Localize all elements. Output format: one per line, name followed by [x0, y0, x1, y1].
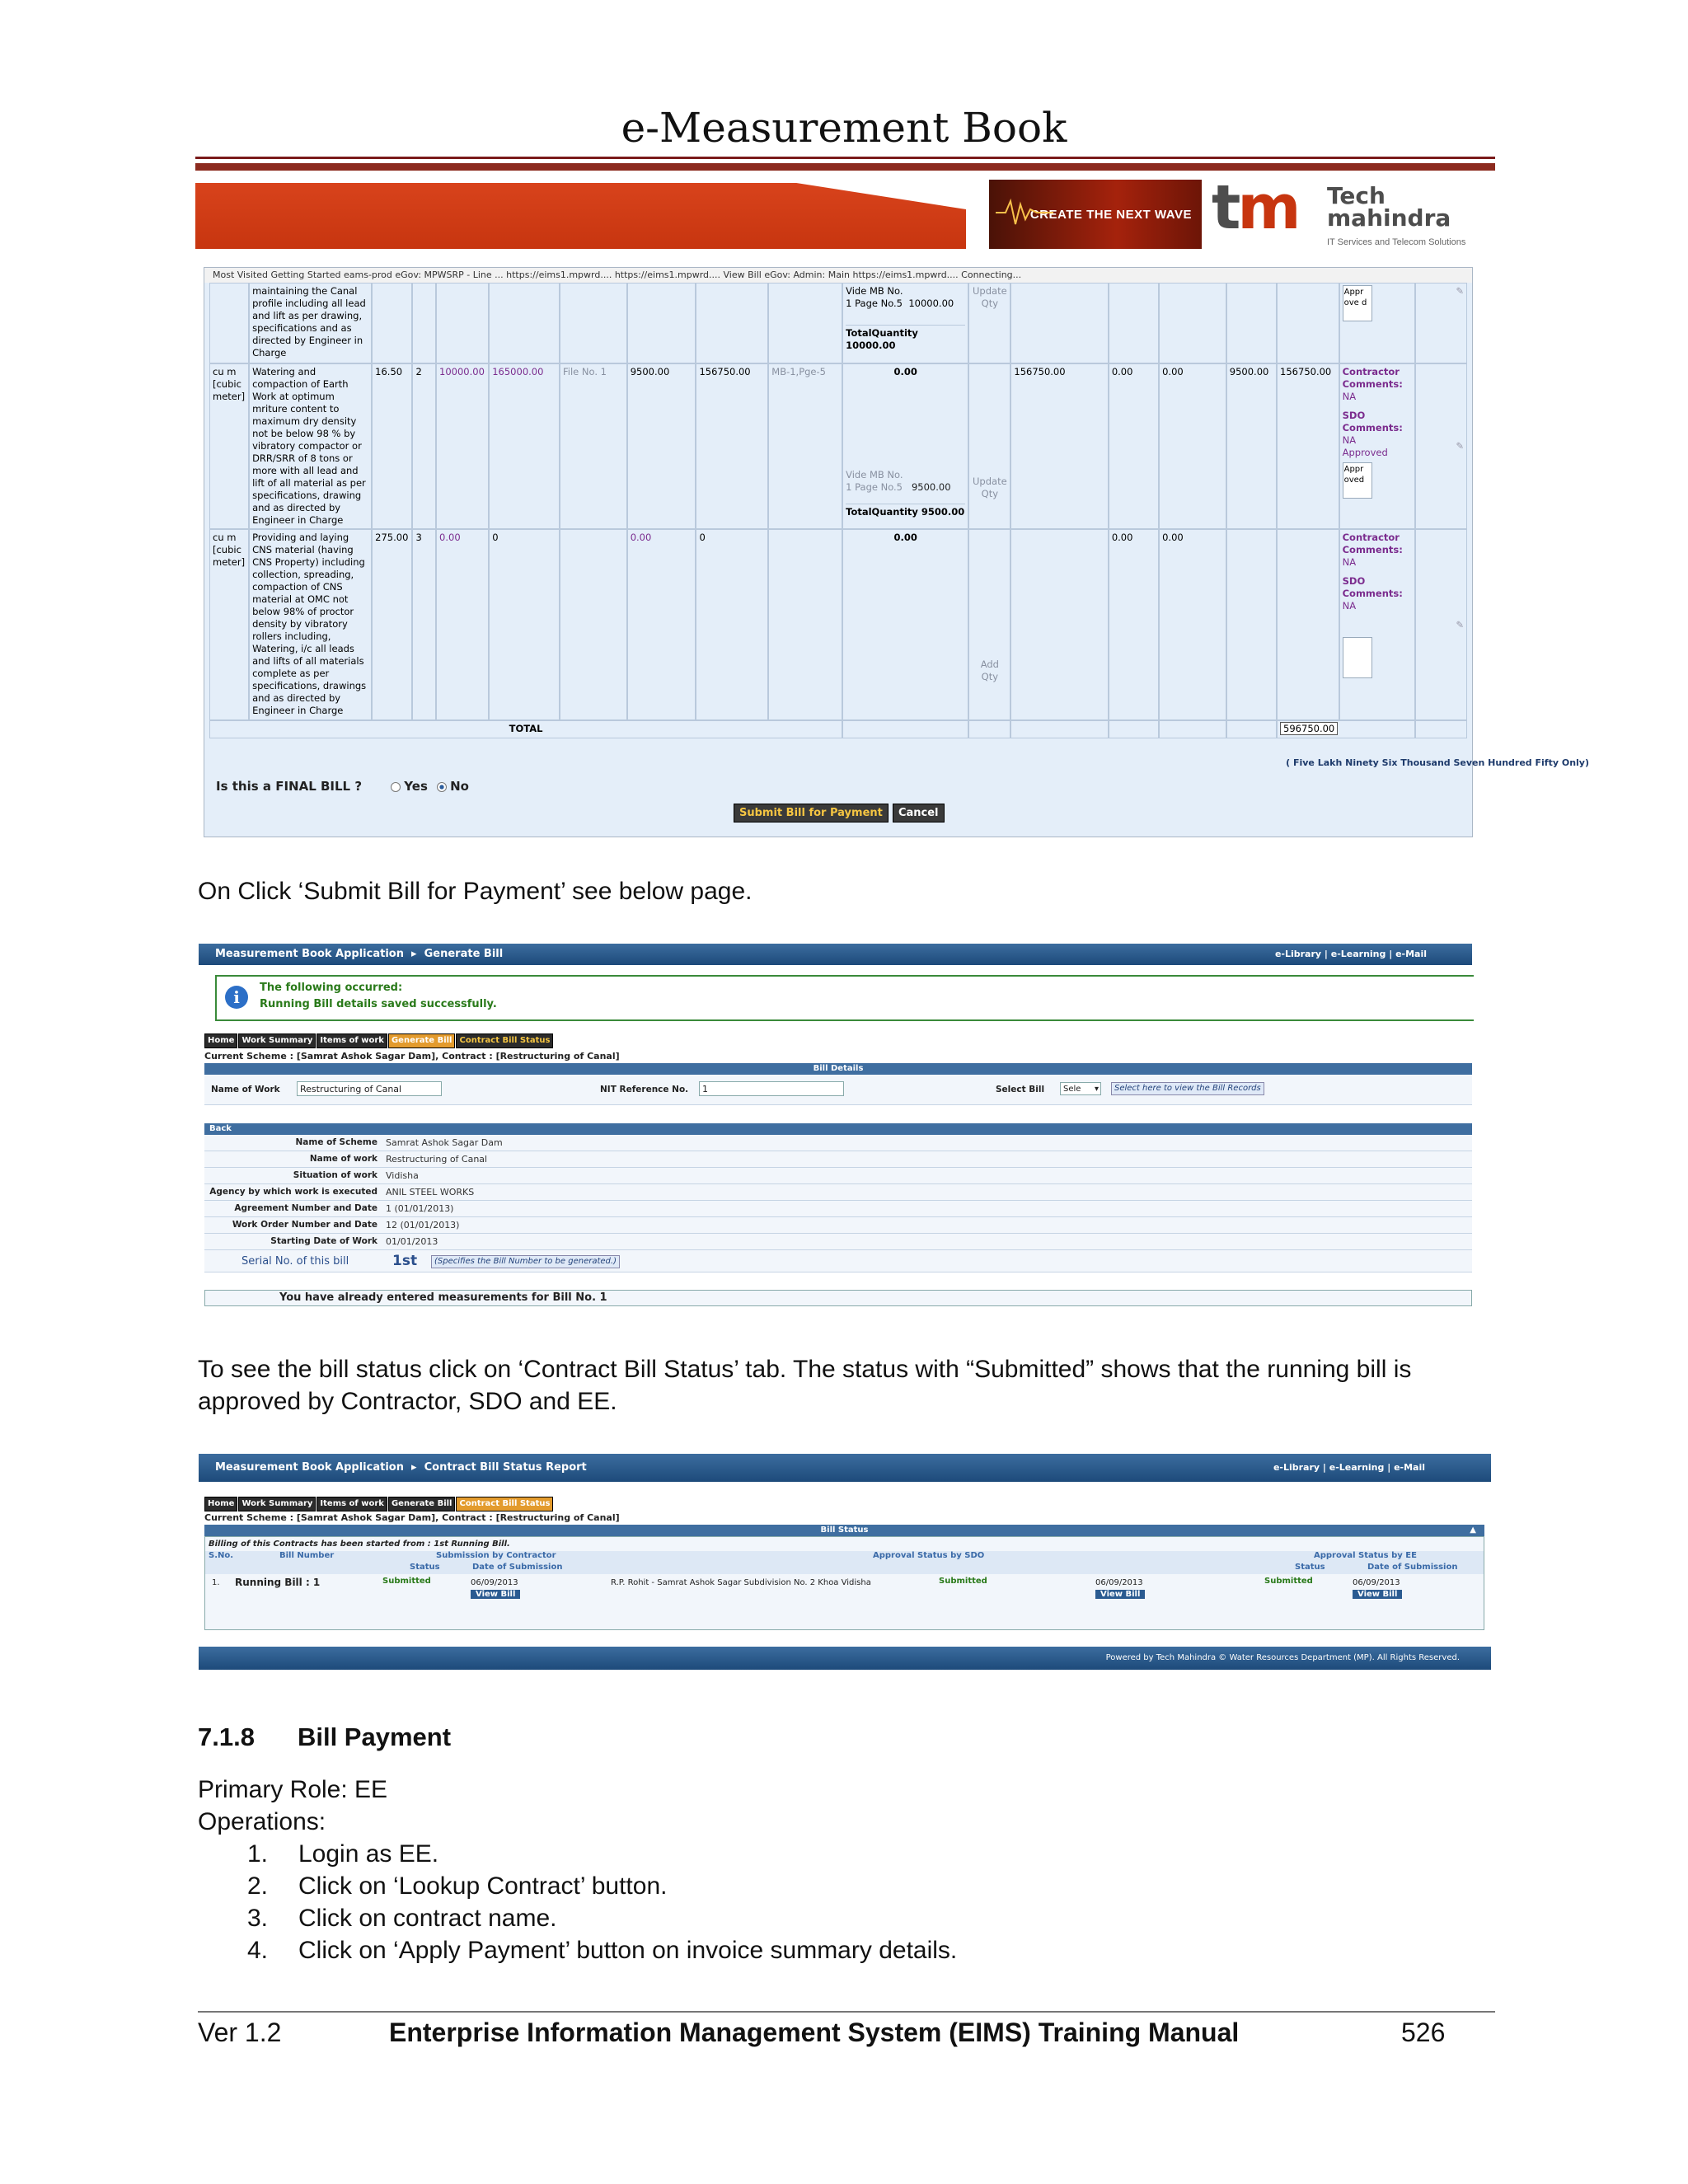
sdo-comments-value: NA	[1342, 600, 1357, 612]
vide-mb-label: Vide MB No.	[846, 285, 903, 297]
screenshot-contract-bill-status	[199, 1454, 1491, 1670]
tech-mahindra-logo	[1212, 172, 1508, 254]
header-links[interactable]: e-Library | e-Learning | e-Mail	[1273, 1462, 1425, 1473]
row-status-sdo: Submitted	[939, 1577, 987, 1586]
logo-tagline: IT Services and Telecom Solutions	[1327, 237, 1466, 247]
mb-page-line	[846, 481, 965, 494]
footer-rule	[198, 2011, 1495, 2013]
app-header-bar	[199, 1454, 1491, 1482]
logo-mark	[1212, 172, 1298, 243]
rate: 16.50	[372, 363, 412, 529]
breadcrumb: Measurement Book Application ▸ Contract Bill Status Report	[215, 1461, 587, 1474]
detail-label: Agency by which work is executed	[209, 1187, 377, 1197]
detail-label: Situation of work	[293, 1170, 377, 1180]
update-qty-link[interactable]: Update Qty	[968, 283, 1010, 363]
view-bill-button[interactable]: View Bill	[471, 1590, 520, 1599]
amount-executed: 156750.00	[696, 363, 768, 529]
detail-value: Samrat Ashok Sagar Dam	[386, 1137, 503, 1148]
list-item	[247, 1870, 957, 1902]
zero-value: 0.00	[893, 532, 917, 543]
logo-name	[1327, 182, 1451, 232]
detail-row	[204, 1217, 1472, 1234]
screenshot-measurement-table	[204, 267, 1589, 837]
message-title: The following occurred:	[260, 982, 403, 994]
step-number: 1.	[247, 1840, 269, 1868]
approved-label: Approved	[1342, 447, 1388, 458]
cell-c2: 0.00	[1109, 529, 1159, 720]
item-description: Watering and compaction of Earth Work at optimum mriture content to maximum dry density not be below 98 % by vibratory compactor or DRR/SRR of 8 tons or more with all lead and lift of all material as per specifications, drawing and as directed by Engineer in Charge	[249, 363, 372, 529]
update-qty-link[interactable]: Update Qty	[968, 363, 1010, 529]
tab-home[interactable]: Home	[204, 1497, 237, 1511]
nit-input[interactable]: 1	[699, 1081, 844, 1096]
breadcrumb-app[interactable]: Measurement Book Application	[215, 1461, 404, 1474]
serial-value: 1st	[392, 1253, 418, 1269]
bill-details-row	[204, 1075, 1472, 1105]
scheme-details	[204, 1135, 1472, 1272]
logo-name-line1: Tech	[1327, 182, 1386, 209]
breadcrumb-page: Contract Bill Status Report	[424, 1461, 587, 1474]
qty-executed: 0.00	[627, 529, 696, 720]
total-value: 596750.00	[1280, 722, 1338, 735]
app-header-bar	[199, 944, 1472, 965]
detail-row	[204, 1135, 1472, 1151]
comments-textarea[interactable]	[1343, 637, 1372, 678]
unit: cu m [cubic meter]	[209, 529, 249, 720]
operations-list	[247, 1838, 957, 1966]
cell-c1: 156750.00	[1010, 363, 1108, 529]
item-description: maintaining the Canal profile including all lead and lift as per drawing, specifications and as directed by Engineer in Charge	[249, 283, 372, 363]
detail-label: Name of Scheme	[295, 1137, 377, 1147]
detail-row	[204, 1151, 1472, 1168]
mb-reference	[842, 283, 968, 363]
row-sno: 1.	[212, 1578, 220, 1587]
detail-row	[204, 1201, 1472, 1217]
view-bill-button[interactable]: View Bill	[1095, 1590, 1145, 1599]
current-scheme: Current Scheme : [Samrat Ashok Sagar Dam], Contract : [Restructuring of Canal]	[204, 1051, 620, 1062]
wave-icon	[996, 196, 1053, 229]
detail-label: Work Order Number and Date	[232, 1220, 377, 1230]
total-label: TOTAL	[209, 720, 842, 738]
footer-version: Ver 1.2	[198, 2018, 282, 2047]
detail-value: ANIL STEEL WORKS	[386, 1187, 475, 1197]
row-sdo-name: R.P. Rohit - Samrat Ashok Sagar Subdivision No. 2 Khoa Vidisha	[611, 1578, 871, 1587]
action-buttons	[734, 804, 945, 823]
contractor-comments-value: NA	[1342, 556, 1357, 568]
sdo-comments-value: NA	[1342, 434, 1357, 446]
bill-status-bar	[204, 1525, 1484, 1536]
tab-generate-bill[interactable]: Generate Bill	[388, 1497, 456, 1511]
detail-value: Vidisha	[386, 1170, 419, 1181]
tab-items-of-work[interactable]: Items of work	[316, 1033, 387, 1048]
header-wave-banner	[989, 180, 1202, 249]
list-item	[247, 1902, 957, 1934]
contractor-comments-label: Contractor Comments:	[1342, 366, 1403, 390]
success-message-box	[215, 975, 1474, 1021]
table-header-2	[205, 1563, 1484, 1574]
table-header-1	[205, 1551, 1484, 1563]
comments-cell	[1339, 529, 1415, 720]
row-bill: Running Bill : 1	[235, 1577, 321, 1588]
cancel-button[interactable]: Cancel	[893, 804, 945, 823]
file-ref: File No. 1	[560, 363, 627, 529]
paragraph-submit-bill: On Click ‘Submit Bill for Payment’ see below page.	[198, 878, 753, 905]
logo-mark-m: m	[1237, 172, 1298, 243]
contractor-comments-label: Contractor Comments:	[1342, 532, 1403, 555]
detail-row	[204, 1234, 1472, 1250]
amount-in-words: ( Five Lakh Ninety Six Thousand Seven Hundred Fifty Only)	[1286, 757, 1589, 768]
no-radio[interactable]	[437, 782, 447, 792]
mb-page: 1 Page No.5	[846, 298, 903, 309]
back-link[interactable]: Back	[204, 1123, 1472, 1135]
row-date-contractor: 06/09/2013	[471, 1578, 518, 1587]
quantity: 10000.00	[436, 363, 489, 529]
mb-page-qty: 9500.00	[911, 481, 951, 493]
table-row	[209, 283, 1467, 363]
breadcrumb: Measurement Book Application ▸ Generate Bill	[215, 948, 504, 960]
serial-hint: (Specifies the Bill Number to be generated.)	[431, 1255, 620, 1268]
edit-icon[interactable]: ✎	[1415, 363, 1467, 529]
detail-label: Name of work	[309, 1154, 377, 1164]
step-text: Click on contract name.	[298, 1905, 557, 1932]
screenshot-generate-bill	[199, 944, 1472, 1308]
col-sub-contractor: Submission by Contractor	[436, 1551, 556, 1560]
comments-cell	[1339, 363, 1415, 529]
total-quantity: TotalQuantity 9500.00	[846, 504, 965, 518]
final-bill-label: Is this a FINAL BILL ?	[216, 779, 363, 794]
tab-work-summary[interactable]: Work Summary	[238, 1497, 316, 1511]
vide-mb-label: Vide MB No.	[846, 469, 903, 480]
detail-value: Restructuring of Canal	[386, 1154, 488, 1165]
row-status-contractor: Submitted	[382, 1577, 431, 1586]
header-links[interactable]: e-Library | e-Learning | e-Mail	[1274, 949, 1427, 959]
section-number: 7.1.8	[198, 1722, 255, 1751]
step-text: Login as EE.	[298, 1840, 439, 1868]
banner-slogan: CREATE THE NEXT WAVE	[1029, 207, 1192, 222]
col-sno: S.No.	[209, 1551, 234, 1560]
current-scheme: Current Scheme : [Samrat Ashok Sagar Dam], Contract : [Restructuring of Canal]	[204, 1512, 620, 1523]
detail-label: Agreement Number and Date	[234, 1203, 377, 1213]
list-item	[247, 1838, 957, 1870]
total-quantity: TotalQuantity 10000.00	[846, 325, 965, 352]
select-bill-label: Select Bill	[996, 1085, 1045, 1094]
step-text: Click on ‘Lookup Contract’ button.	[298, 1872, 668, 1900]
status-cell	[1339, 283, 1415, 363]
edit-icon[interactable]: ✎	[1415, 283, 1467, 363]
measurement-grid	[209, 283, 1467, 738]
tab-contract-bill-status[interactable]: Contract Bill Status	[456, 1033, 553, 1048]
col-date-sub: Date of Submission	[472, 1563, 563, 1572]
total-row	[209, 720, 1467, 738]
amount: 0	[489, 529, 560, 720]
nav-tabs	[204, 1493, 554, 1507]
browser-bookmarks-bar: Most Visited Getting Started eams-prod eGov: MPWSRP - Line ... https://eims1.mpwrd.... https://eims1.mpwrd.... View Bill eGov: Admin: Main https://eims1.mpwrd.... Connecting...	[204, 268, 1472, 283]
list-item	[247, 1934, 957, 1966]
rate: 275.00	[372, 529, 412, 720]
serial-label: Serial No. of this bill	[241, 1255, 349, 1268]
detail-row	[204, 1184, 1472, 1201]
tab-generate-bill[interactable]: Generate Bill	[388, 1033, 456, 1048]
nit-label: NIT Reference No.	[600, 1085, 689, 1094]
quantity: 0.00	[436, 529, 489, 720]
sdo-comments-label: SDO Comments:	[1342, 575, 1403, 599]
col-status: Status	[410, 1563, 440, 1572]
name-of-work-input[interactable]: Restructuring of Canal	[297, 1081, 442, 1096]
cell-c2: 0.00	[1109, 363, 1159, 529]
col-appr-ee: Approval Status by EE	[1314, 1551, 1417, 1560]
select-bill-value: Sele	[1063, 1085, 1081, 1094]
yes-label: Yes	[404, 779, 428, 794]
sdo-comments-label: SDO Comments:	[1342, 410, 1403, 434]
select-bill-dropdown[interactable]	[1060, 1082, 1101, 1095]
operations-label: Operations:	[198, 1808, 326, 1835]
detail-value: 01/01/2013	[386, 1236, 438, 1247]
paragraph-bill-status: To see the bill status click on ‘Contract Bill Status’ tab. The status with “Submitted” shows that the running bill is approved by Contractor, SDO and EE.	[198, 1356, 1412, 1415]
amount-executed: 0	[696, 529, 768, 720]
section-heading	[198, 1722, 451, 1752]
contractor-comments-value: NA	[1342, 391, 1357, 402]
bill-status-title: Bill Status	[820, 1526, 869, 1535]
collapse-icon[interactable]: ▲	[1470, 1526, 1476, 1535]
col-date-sub-ee: Date of Submission	[1367, 1563, 1458, 1572]
section-title: Bill Payment	[297, 1722, 452, 1751]
header-rule-thin	[195, 157, 1495, 159]
edit-icon[interactable]: ✎	[1415, 529, 1467, 720]
detail-value: 12 (01/01/2013)	[386, 1220, 460, 1230]
table-row	[209, 529, 1467, 720]
detail-label: Starting Date of Work	[270, 1236, 377, 1246]
final-bill-question	[216, 779, 469, 794]
cell-c3: 0.00	[1159, 529, 1226, 720]
step-number: 3.	[247, 1905, 269, 1932]
billing-started-note: Billing of this Contracts has been started from : 1st Running Bill.	[209, 1540, 510, 1549]
approval-textarea[interactable]: Appr ove d	[1343, 285, 1372, 321]
add-qty-link[interactable]: Add Qty	[968, 529, 1010, 720]
item-no: 3	[412, 529, 436, 720]
row-date-ee: 06/09/2013	[1353, 1578, 1400, 1587]
item-description: Providing and laying CNS material (having CNS Property) including collection, spreading, compaction of CNS material at OMC not below 98% of proctor density by vibratory rollers including, Watering, i/c all leads and lifts of all materials complete as per specifications, drawings and as directed by Engineer in Charge	[249, 529, 372, 720]
step-text: Click on ‘Apply Payment’ button on invoice summary details.	[298, 1937, 958, 1964]
no-label: No	[450, 779, 469, 794]
mb-page-line	[846, 298, 965, 310]
item-no: 2	[412, 363, 436, 529]
col-appr-sdo: Approval Status by SDO	[873, 1551, 985, 1560]
detail-value: 1 (01/01/2013)	[386, 1203, 454, 1214]
logo-name-line2: mahindra	[1327, 204, 1451, 232]
tab-items-of-work[interactable]: Items of work	[316, 1497, 387, 1511]
step-number: 4.	[247, 1937, 269, 1964]
tab-contract-bill-status[interactable]: Contract Bill Status	[456, 1497, 553, 1511]
message-body: Running Bill details saved successfully.	[260, 998, 497, 1010]
amount: 165000.00	[489, 363, 560, 529]
unit: cu m [cubic meter]	[209, 363, 249, 529]
chevron-down-icon: ▾	[1094, 1085, 1099, 1094]
nav-tabs	[204, 1030, 554, 1043]
qty-executed: 9500.00	[627, 363, 696, 529]
yes-radio[interactable]	[391, 782, 401, 792]
detail-row	[204, 1168, 1472, 1184]
mb-page-ref: MB-1,Pge-5	[768, 363, 842, 529]
mb-page: 1 Page No.5	[846, 481, 903, 493]
tab-home[interactable]: Home	[204, 1033, 237, 1048]
mb-reference	[842, 529, 968, 720]
header-red-banner	[195, 183, 966, 249]
tab-work-summary[interactable]: Work Summary	[238, 1033, 316, 1048]
already-entered-notice: You have already entered measurements for Bill No. 1	[204, 1290, 1472, 1306]
footer-page-number: 526	[1401, 2018, 1446, 2047]
breadcrumb-page: Generate Bill	[424, 948, 504, 960]
col-status-ee: Status	[1295, 1563, 1325, 1572]
approval-textarea[interactable]: Appr oved	[1343, 462, 1372, 499]
select-bill-hint[interactable]: Select here to view the Bill Records	[1111, 1082, 1264, 1095]
cell-c4: 9500.00	[1226, 363, 1277, 529]
header-rule-thick	[195, 163, 1495, 171]
primary-role: Primary Role: EE	[198, 1776, 388, 1803]
row-status-ee: Submitted	[1264, 1577, 1313, 1586]
mb-page-qty: 10000.00	[908, 298, 954, 309]
cell-c3: 0.00	[1159, 363, 1226, 529]
table-row	[205, 1575, 1484, 1608]
submit-bill-button[interactable]: Submit Bill for Payment	[734, 804, 889, 823]
row-date-sdo: 06/09/2013	[1095, 1578, 1143, 1587]
breadcrumb-app[interactable]: Measurement Book Application	[215, 948, 404, 960]
total-cell	[1277, 720, 1414, 738]
step-number: 2.	[247, 1872, 269, 1900]
logo-mark-text: t	[1212, 172, 1238, 243]
zero-value: 0.00	[893, 366, 917, 377]
app-footer: Powered by Tech Mahindra © Water Resources Department (MP). All Rights Reserved.	[199, 1647, 1491, 1670]
bill-status-table	[204, 1536, 1484, 1630]
name-of-work-label: Name of Work	[211, 1085, 280, 1094]
serial-row	[204, 1250, 1472, 1272]
table-row	[209, 363, 1467, 529]
col-bill-number: Bill Number	[279, 1551, 335, 1560]
view-bill-button[interactable]: View Bill	[1353, 1590, 1402, 1599]
footer-manual-title: Enterprise Information Management System (EIMS) Training Manual	[389, 2018, 1240, 2047]
document-title: e-Measurement Book	[621, 104, 1067, 152]
cell-c5: 156750.00	[1277, 363, 1339, 529]
mb-reference	[842, 363, 968, 529]
bill-details-bar: Bill Details	[204, 1063, 1472, 1075]
info-icon: i	[225, 986, 248, 1009]
